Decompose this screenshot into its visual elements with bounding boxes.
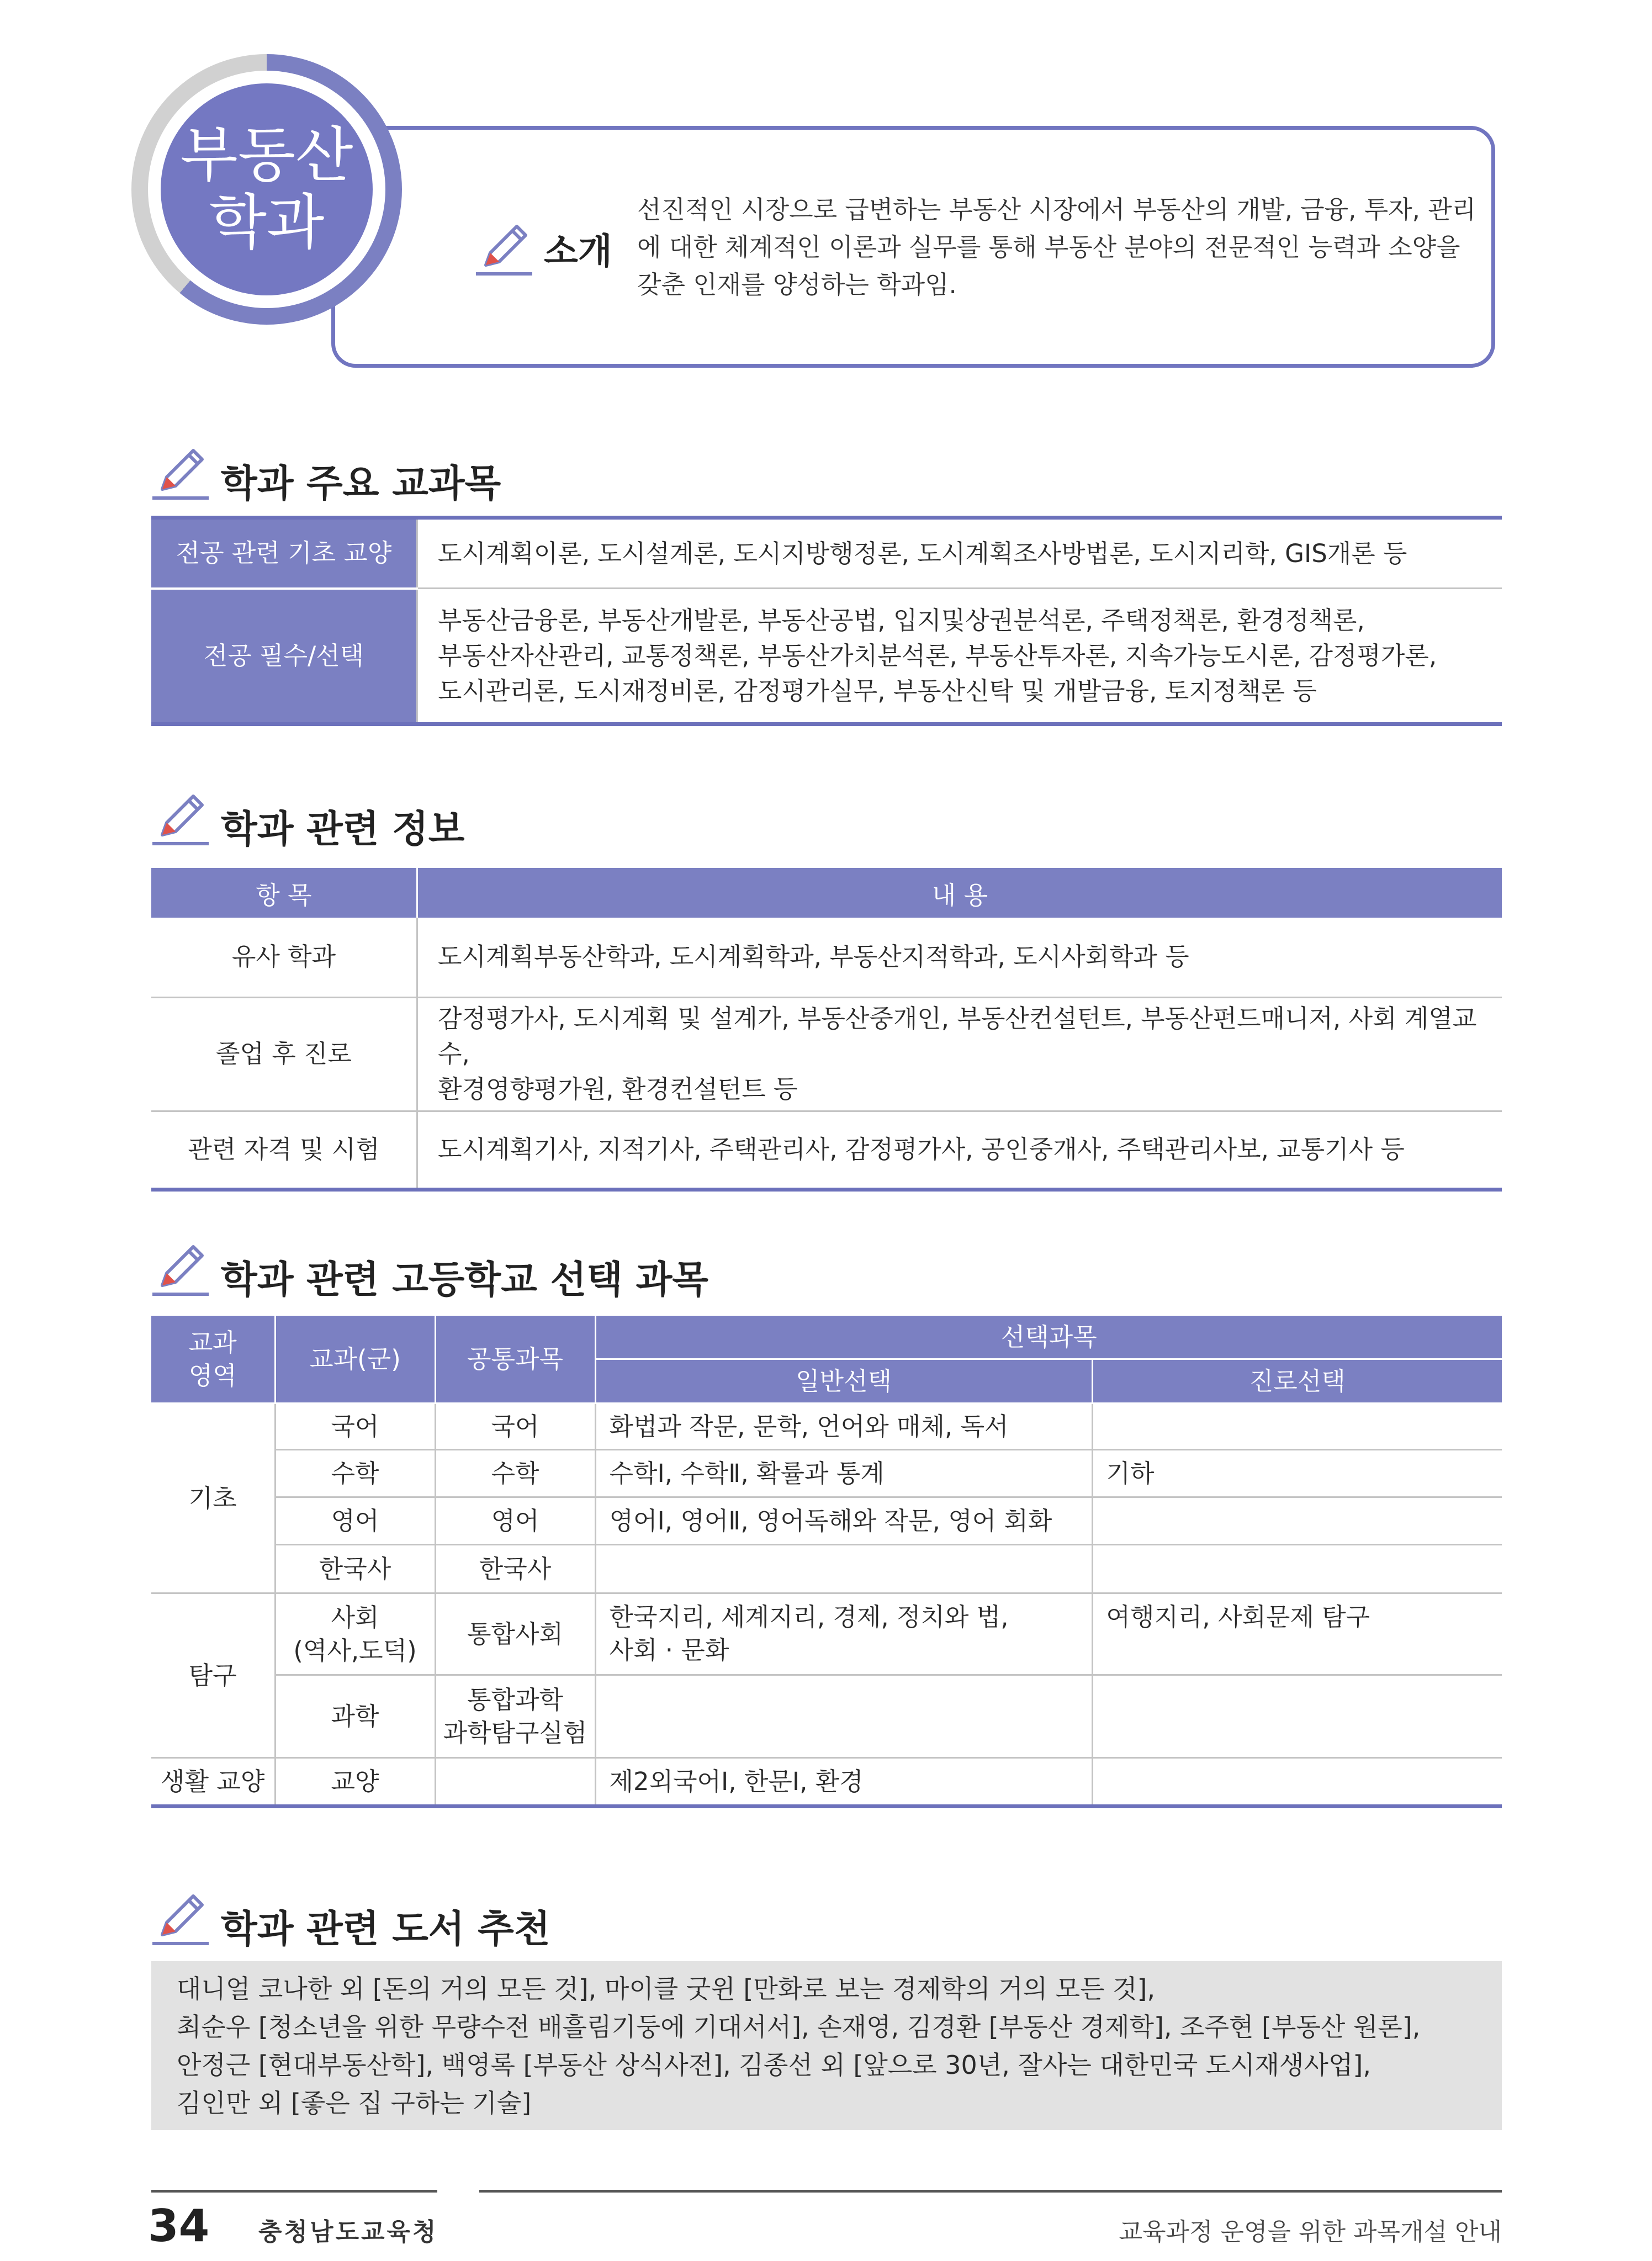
group-cell: 수학	[275, 1450, 435, 1497]
section-title-courses: 학과 주요 교과목	[221, 462, 501, 506]
intro-label: 소개	[544, 231, 612, 272]
common-cell: 수학	[435, 1450, 595, 1497]
column-header-common: 공통과목	[435, 1315, 595, 1404]
table-row	[151, 997, 1502, 1111]
career-cell	[1092, 1545, 1502, 1593]
column-header-group: 교과(군)	[275, 1315, 435, 1404]
general-cell: 수학Ⅰ, 수학Ⅱ, 확률과 통계	[595, 1450, 1092, 1497]
pencil-icon	[150, 1889, 211, 1950]
department-title: 부동산 학과	[180, 121, 353, 257]
table-row	[151, 1111, 1502, 1189]
column-header-general: 일반선택	[595, 1359, 1092, 1404]
table-row	[151, 1450, 1502, 1497]
table-row	[151, 1675, 1502, 1758]
table-row	[151, 1404, 1502, 1450]
general-cell: 영어Ⅰ, 영어Ⅱ, 영어독해와 작문, 영어 회화	[595, 1497, 1092, 1545]
row-content: 도시계획기사, 지적기사, 주택관리사, 감정평가사, 공인중개사, 주택관리사보, 교통기사 등	[438, 1135, 1405, 1164]
column-header: 항 목	[151, 868, 417, 918]
common-cell: 영어	[435, 1497, 595, 1545]
page-number: 34	[148, 2200, 210, 2252]
table-row	[151, 1545, 1502, 1593]
table-row	[151, 1758, 1502, 1807]
group-cell: 한국사	[275, 1545, 435, 1593]
column-header-area: 교과 영역	[151, 1315, 275, 1404]
section-title-books: 학과 관련 도서 추천	[221, 1908, 550, 1951]
general-cell: 한국지리, 세계지리, 경제, 정치와 법, 사회 · 문화	[595, 1593, 1092, 1675]
career-cell	[1092, 1404, 1502, 1450]
table-row	[151, 518, 1502, 589]
group-cell: 영어	[275, 1497, 435, 1545]
table-row	[151, 1593, 1502, 1675]
table-row	[151, 918, 1502, 997]
book-list	[151, 1961, 1502, 2130]
row-header: 유사 학과	[151, 918, 417, 997]
footer-organization: 충청남도교육청	[258, 2218, 438, 2246]
career-cell: 여행지리, 사회문제 탐구	[1092, 1593, 1502, 1675]
footer-divider	[479, 2190, 1502, 2193]
section-title-subjects: 학과 관련 고등학교 선택 과목	[221, 1258, 708, 1302]
info-table	[151, 868, 1502, 1192]
table-row	[151, 1497, 1502, 1545]
group-cell: 교양	[275, 1758, 435, 1807]
common-cell: 통합사회	[435, 1593, 595, 1675]
footer-divider	[151, 2190, 437, 2193]
pencil-icon	[150, 444, 211, 505]
career-cell	[1092, 1675, 1502, 1758]
list-item: 안정근 [현대부동산학], 백영록 [부동산 상식사전], 김종선 외 [앞으로 30년, 잘사는 대한민국 도시재생사업],	[177, 2050, 1371, 2080]
subjects-table	[151, 1314, 1502, 1808]
courses-table	[151, 516, 1502, 726]
area-cell: 탐구	[151, 1593, 275, 1758]
row-header: 전공 관련 기초 교양	[151, 518, 417, 589]
common-cell: 국어	[435, 1404, 595, 1450]
row-content: 도시계획이론, 도시설계론, 도시지방행정론, 도시계획조사방법론, 도시지리학, GIS개론 등	[417, 518, 1502, 589]
group-cell: 사회 (역사,도덕)	[275, 1593, 435, 1675]
list-item: 김인만 외 [좋은 집 구하는 기술]	[177, 2088, 532, 2118]
column-header: 내 용	[417, 868, 1502, 918]
career-cell: 기하	[1092, 1450, 1502, 1497]
common-cell: 통합과학 과학탐구실험	[435, 1675, 595, 1758]
table-header-row	[151, 868, 1502, 918]
area-cell: 기초	[151, 1404, 275, 1593]
career-cell	[1092, 1758, 1502, 1807]
group-cell: 과학	[275, 1675, 435, 1758]
row-header: 관련 자격 및 시험	[151, 1111, 417, 1189]
common-cell	[435, 1758, 595, 1807]
table-header-row	[151, 1315, 1502, 1359]
group-cell: 국어	[275, 1404, 435, 1450]
general-cell: 제2외국어Ⅰ, 한문Ⅰ, 환경	[595, 1758, 1092, 1807]
pencil-icon	[150, 790, 211, 850]
general-cell	[595, 1545, 1092, 1593]
footer-title: 교육과정 운영을 위한 과목개설 안내	[1119, 2218, 1502, 2246]
row-header: 졸업 후 진로	[151, 997, 417, 1111]
section-title-info: 학과 관련 정보	[221, 808, 465, 851]
career-cell	[1092, 1497, 1502, 1545]
column-header-elective: 선택과목	[595, 1315, 1502, 1359]
row-content: 부동산금융론, 부동산개발론, 부동산공법, 입지및상권분석론, 주택정책론, 환경정책론, 부동산자산관리, 교통정책론, 부동산가치분석론, 부동산투자론, 지속가능도시론, 감정평가론, 도시관리론, 도시재정비론, 감정평가실무, 부동산신탁 및 개발금융, 토지정책론 등	[417, 589, 1502, 724]
row-content: 감정평가사, 도시계획 및 설계가, 부동산중개인, 부동산컨설턴트, 부동산펀드매니저, 사회 계열교수, 환경영향평가원, 환경컨설턴트 등	[417, 997, 1502, 1111]
general-cell: 화법과 작문, 문학, 언어와 매체, 독서	[595, 1404, 1092, 1450]
list-item: 대니얼 코나한 외 [돈의 거의 모든 것], 마이클 굿윈 [만화로 보는 경제학의 거의 모든 것],	[177, 1974, 1156, 2004]
column-header-career: 진로선택	[1092, 1359, 1502, 1404]
general-cell	[595, 1675, 1092, 1758]
area-cell: 생활 교양	[151, 1758, 275, 1807]
row-header: 전공 필수/선택	[151, 589, 417, 724]
pencil-icon	[474, 220, 534, 280]
intro-text: 선진적인 시장으로 급변하는 부동산 시장에서 부동산의 개발, 금융, 투자, 관리에 대한 체계적인 이론과 실무를 통해 부동산 분야의 전문적인 능력과 소양을 갖춘 인재를 양성하는 학과임.	[637, 195, 1476, 299]
row-content: 도시계획부동산학과, 도시계획학과, 부동산지적학과, 도시사회학과 등	[417, 918, 1502, 997]
list-item: 최순우 [청소년을 위한 무량수전 배흘림기둥에 기대서서], 손재영, 김경환 [부동산 경제학], 조주현 [부동산 원론],	[177, 2012, 1421, 2042]
common-cell: 한국사	[435, 1545, 595, 1593]
pencil-icon	[150, 1240, 211, 1301]
table-row	[151, 589, 1502, 724]
